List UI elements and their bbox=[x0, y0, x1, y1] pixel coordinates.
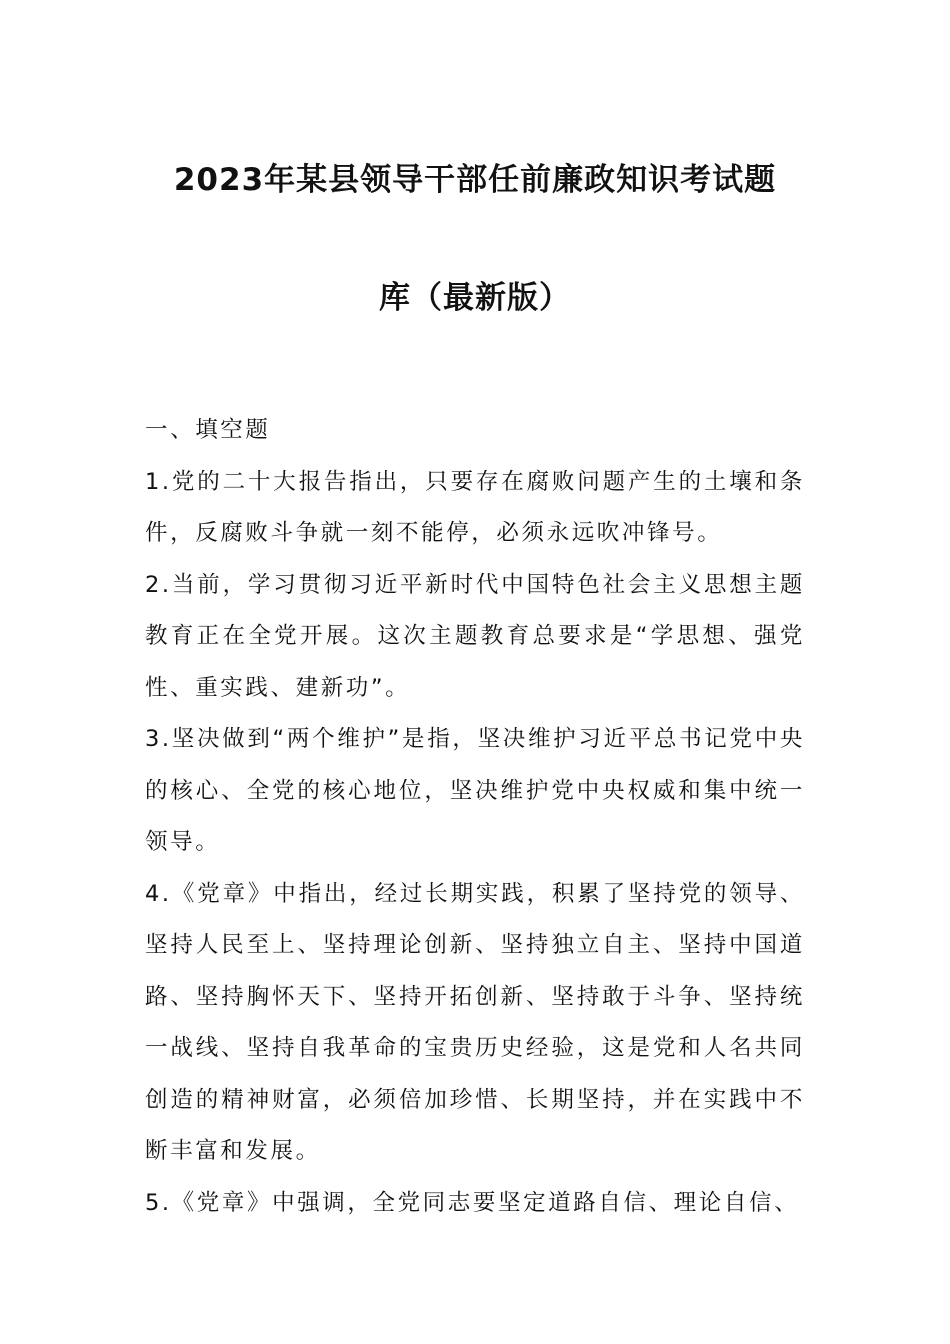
section-heading: 一、填空题 bbox=[145, 417, 271, 443]
document-title-line-2: 库（最新版） bbox=[379, 280, 571, 316]
paragraph-4: 4.《党章》中指出，经过长期实践，积累了坚持党的领导、坚持人民至上、坚持理论创新、坚持独立自主、坚持中国道路、坚持胸怀天下、坚持开拓创新、坚持敢于斗争、坚持统一战线、坚持自我革命的宝贵历史经验，这是党和人名共同创造的精神财富，必须倍加珍惜、长期坚持，并在实践中不断丰富和发展。 bbox=[145, 880, 805, 1164]
paragraph-2: 2.当前，学习贯彻习近平新时代中国特色社会主义思想主题教育正在全党开展。这次主题教育总要求是“学思想、强党性、重实践、建新功”。 bbox=[145, 571, 805, 701]
document-body bbox=[145, 405, 805, 1229]
paragraph-5: 5.《党章》中强调，全党同志要坚定道路自信、理论自信、 bbox=[145, 1189, 800, 1216]
paragraph-1: 1.党的二十大报告指出，只要存在腐败问题产生的土壤和条件，反腐败斗争就一刻不能停，必须永远吹冲锋号。 bbox=[145, 468, 805, 546]
paragraph-3: 3.坚决做到“两个维护”是指，坚决维护习近平总书记党中央的核心、全党的核心地位，坚决维护党中央权威和集中统一领导。 bbox=[145, 726, 805, 855]
document-title-line-1: 2023年某县领导干部任前廉政知识考试题 bbox=[173, 162, 777, 198]
